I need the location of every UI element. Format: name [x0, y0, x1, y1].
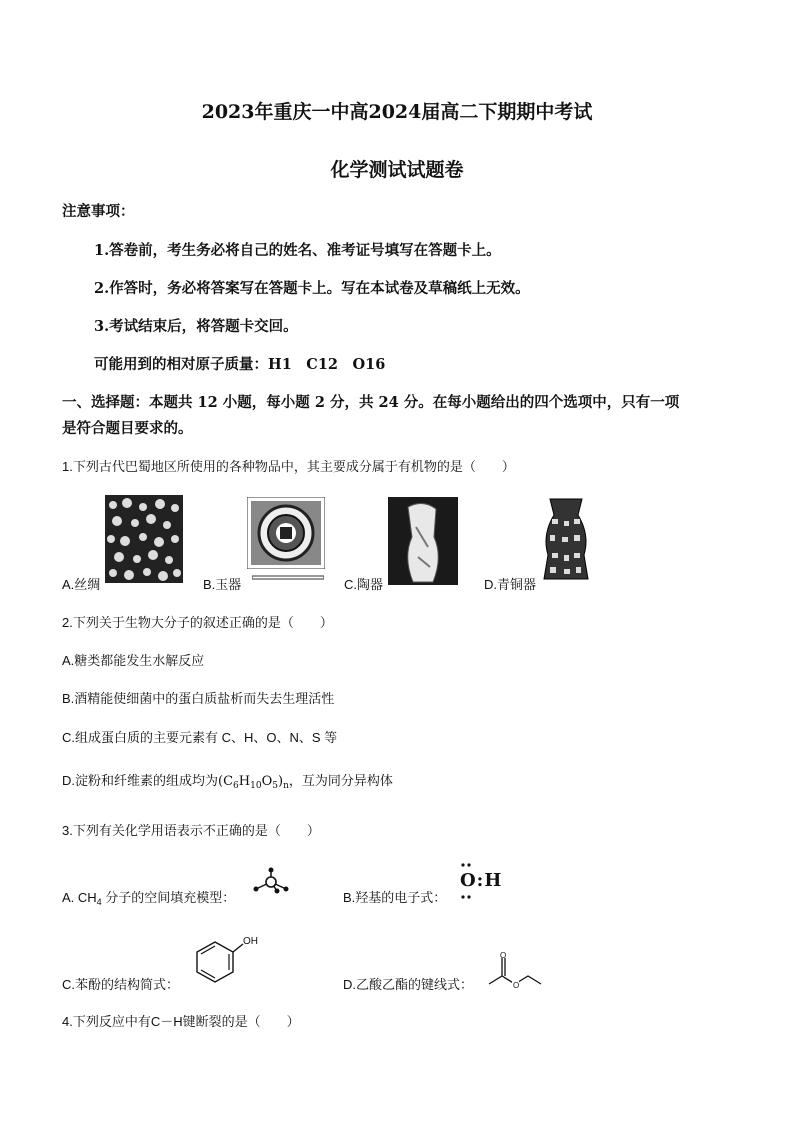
q2-option-b: B.酒精能使细菌中的蛋白质盐析而失去生理活性 — [62, 691, 335, 706]
q3-stem: 3.下列有关化学用语表示不正确的是（ ） — [62, 823, 320, 838]
phenol-oh-label: OH — [243, 936, 258, 947]
lone-pair-dots-icon — [458, 862, 484, 902]
starch-formula: $(C_6H_{10}O_5)_n$ — [218, 774, 289, 791]
ester-o-label: O — [513, 981, 520, 990]
silk-image — [105, 495, 183, 583]
notice-item-3: 3.考试结束后，将答题卡交回。 — [94, 318, 298, 335]
notice-item-2: 2.作答时，务必将答案写在答题卡上。写在本试卷及草稿纸上无效。 — [94, 280, 530, 297]
jade-base-image — [252, 575, 324, 581]
bronze-image — [540, 495, 592, 583]
q3-option-c: C.苯酚的结构简式： — [62, 977, 180, 992]
q2-option-d-text: D.淀粉和纤维素的组成均为 — [62, 773, 219, 788]
ethyl-acetate-structure-icon — [486, 950, 550, 990]
q1-option-a: A.丝绸 — [62, 577, 101, 592]
carbonyl-o-label: O — [500, 951, 507, 960]
q2-stem: 2.下列关于生物大分子的叙述正确的是（ ） — [62, 615, 333, 630]
q3-option-b: B.羟基的电子式： — [343, 890, 447, 905]
q1-stem: 1.下列古代巴蜀地区所使用的各种物品中，其主要成分属于有机物的是（ ） — [62, 459, 515, 474]
q2-option-d — [62, 770, 393, 791]
pottery-image — [388, 497, 458, 585]
q1-option-d: D.青铜器 — [484, 577, 537, 592]
q2-option-c: C.组成蛋白质的主要元素有 C、H、O、N、S 等 — [62, 730, 338, 745]
q3-option-a: A. $CH_4$ 分子的空间填充模型： — [62, 890, 236, 907]
jade-image — [247, 497, 325, 569]
section1-heading-cont: 是符合题目要求的。 — [62, 420, 193, 437]
exam-subtitle: 化学测试试题卷 — [330, 159, 464, 181]
exam-title: 2023年重庆一中高2024届高二下期期中考试 — [201, 101, 593, 123]
q3-option-d: D.乙酸乙酯的键线式： — [343, 977, 474, 992]
section1-heading: 一、选择题：本题共 12 小题，每小题 2 分，共 24 分。在每小题给出的四个选项中，只有一项 — [62, 394, 680, 411]
notice-item-1: 1.答卷前，考生务必将自己的姓名、准考证号填写在答题卡上。 — [94, 242, 501, 259]
q2-option-d-tail: ，互为同分异构体 — [288, 773, 393, 788]
atomic-masses: 可能用到的相对原子质量：H1 C12 O16 — [94, 356, 386, 373]
q1-option-b: B.玉器 — [203, 577, 242, 592]
q4-stem: 4.下列反应中有C－H键断裂的是（ ） — [62, 1014, 300, 1029]
phenol-structure-icon — [185, 932, 267, 992]
notice-heading: 注意事项： — [62, 203, 135, 220]
hydroxyl-electron-formula: O:H — [460, 870, 503, 891]
q1-option-c: C.陶器 — [344, 577, 384, 592]
ch4-model-icon — [250, 867, 292, 895]
q2-option-a: A.糖类都能发生水解反应 — [62, 653, 205, 668]
